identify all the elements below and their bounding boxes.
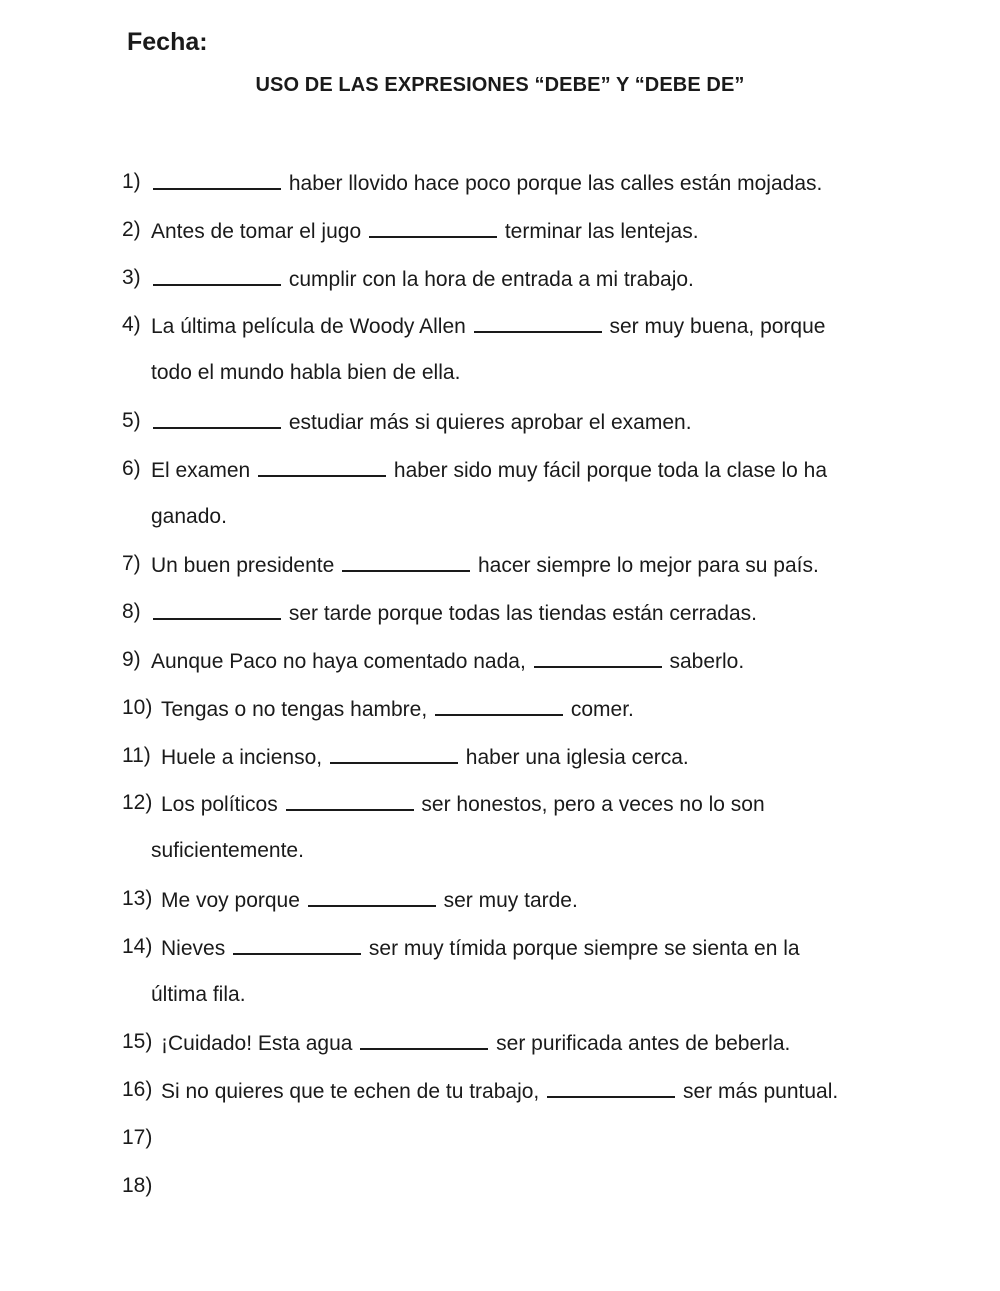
sentence-before-blank: La última película de Woody Allen	[151, 315, 466, 339]
sentence-before-blank: ¡Cuidado! Esta agua	[161, 1032, 353, 1056]
exercise-sentence	[161, 933, 800, 963]
answer-blank[interactable]	[233, 933, 361, 955]
exercise-sentence	[151, 264, 694, 294]
answer-blank[interactable]	[342, 550, 470, 572]
exercise-number: 18)	[122, 1173, 153, 1197]
answer-blank[interactable]	[534, 646, 662, 668]
exercise-continuation: ganado.	[151, 504, 227, 528]
sentence-before-blank: Nieves	[161, 936, 226, 960]
sentence-before-blank: Me voy porque	[161, 889, 300, 912]
answer-blank[interactable]	[286, 789, 414, 811]
exercise-number: 12)	[122, 791, 153, 815]
sentence-after-blank: ser muy tímida porque siempre se sienta en la	[368, 936, 800, 960]
exercise-sentence	[161, 694, 634, 724]
sentence-after-blank: estudiar más si quieres aprobar el examen.	[288, 411, 692, 434]
exercise-sentence	[151, 168, 822, 198]
exercise-number: 4)	[122, 313, 141, 337]
sentence-before-blank: Aunque Paco no haya comentado nada,	[151, 650, 526, 673]
answer-blank[interactable]	[360, 1028, 488, 1050]
sentence-after-blank: haber sido muy fácil porque toda la clase lo ha	[393, 458, 828, 482]
answer-blank[interactable]	[153, 168, 281, 190]
exercise-sentence	[151, 311, 825, 341]
exercise-sentence	[161, 1076, 838, 1106]
exercise-continuation: suficientemente.	[151, 839, 304, 863]
exercise-number: 6)	[122, 456, 141, 480]
exercise-number: 14)	[122, 934, 153, 958]
exercise-number: 1)	[122, 170, 141, 193]
exercise-number: 5)	[122, 409, 141, 432]
sentence-after-blank: hacer siempre lo mejor para su país.	[478, 554, 819, 578]
sentence-before-blank: Huele a incienso,	[161, 745, 323, 769]
exercise-number: 9)	[122, 648, 141, 671]
date-label: Fecha:	[127, 28, 208, 56]
sentence-after-blank: ser muy tarde.	[443, 889, 578, 912]
sentence-after-blank: ser purificada antes de beberla.	[496, 1032, 791, 1056]
exercise-number: 11)	[122, 743, 151, 767]
sentence-after-blank: cumplir con la hora de entrada a mi trabajo.	[288, 267, 694, 291]
exercise-number: 2)	[122, 217, 141, 241]
sentence-before-blank: Tengas o no tengas hambre,	[161, 697, 428, 721]
exercise-sentence	[161, 789, 765, 819]
exercise-number: 15)	[122, 1030, 153, 1054]
sentence-before-blank: Si no quieres que te echen de tu trabajo,	[161, 1080, 540, 1104]
answer-blank[interactable]	[474, 311, 602, 333]
answer-blank[interactable]	[153, 407, 281, 429]
sentence-after-blank: ser muy buena, porque	[609, 315, 826, 339]
sentence-after-blank: terminar las lentejas.	[504, 219, 699, 243]
exercise-number: 13)	[122, 887, 153, 910]
sentence-after-blank: haber llovido hace poco porque las calles están mojadas.	[288, 172, 823, 195]
exercise-sentence	[151, 216, 699, 246]
sentence-after-blank: ser más puntual.	[682, 1080, 839, 1104]
exercise-number: 7)	[122, 552, 141, 576]
exercise-sentence	[161, 742, 689, 772]
worksheet-title: USO DE LAS EXPRESIONES “DEBE” Y “DEBE DE”	[255, 74, 745, 96]
sentence-before-blank: Antes de tomar el jugo	[151, 219, 362, 243]
sentence-after-blank: ser honestos, pero a veces no lo son	[421, 793, 765, 817]
exercise-sentence	[151, 598, 757, 628]
sentence-before-blank: Los políticos	[161, 793, 278, 817]
exercise-sentence	[151, 407, 692, 437]
answer-blank[interactable]	[153, 264, 281, 286]
exercise-number: 17)	[122, 1126, 153, 1149]
sentence-after-blank: comer.	[570, 697, 634, 721]
exercise-sentence	[151, 550, 819, 580]
sentence-before-blank: Un buen presidente	[151, 554, 335, 578]
answer-blank[interactable]	[308, 885, 436, 907]
answer-blank[interactable]	[153, 598, 281, 620]
sentence-before-blank: El examen	[151, 458, 251, 482]
sentence-after-blank: ser tarde porque todas las tiendas están cerradas.	[288, 602, 757, 626]
answer-blank[interactable]	[435, 694, 563, 716]
exercise-sentence	[161, 1028, 790, 1058]
exercise-sentence	[161, 885, 578, 915]
answer-blank[interactable]	[330, 742, 458, 764]
exercise-sentence	[151, 455, 827, 485]
sentence-after-blank: haber una iglesia cerca.	[465, 745, 689, 769]
exercise-number: 16)	[122, 1078, 153, 1102]
answer-blank[interactable]	[547, 1076, 675, 1098]
answer-blank[interactable]	[258, 455, 386, 477]
sentence-after-blank: saberlo.	[669, 650, 745, 673]
exercise-sentence	[151, 646, 744, 676]
exercise-number: 10)	[122, 695, 153, 719]
exercise-number: 3)	[122, 265, 141, 289]
exercise-continuation: todo el mundo habla bien de ella.	[151, 361, 461, 385]
answer-blank[interactable]	[369, 216, 497, 238]
exercise-continuation: última fila.	[151, 982, 246, 1006]
exercise-number: 8)	[122, 600, 141, 624]
